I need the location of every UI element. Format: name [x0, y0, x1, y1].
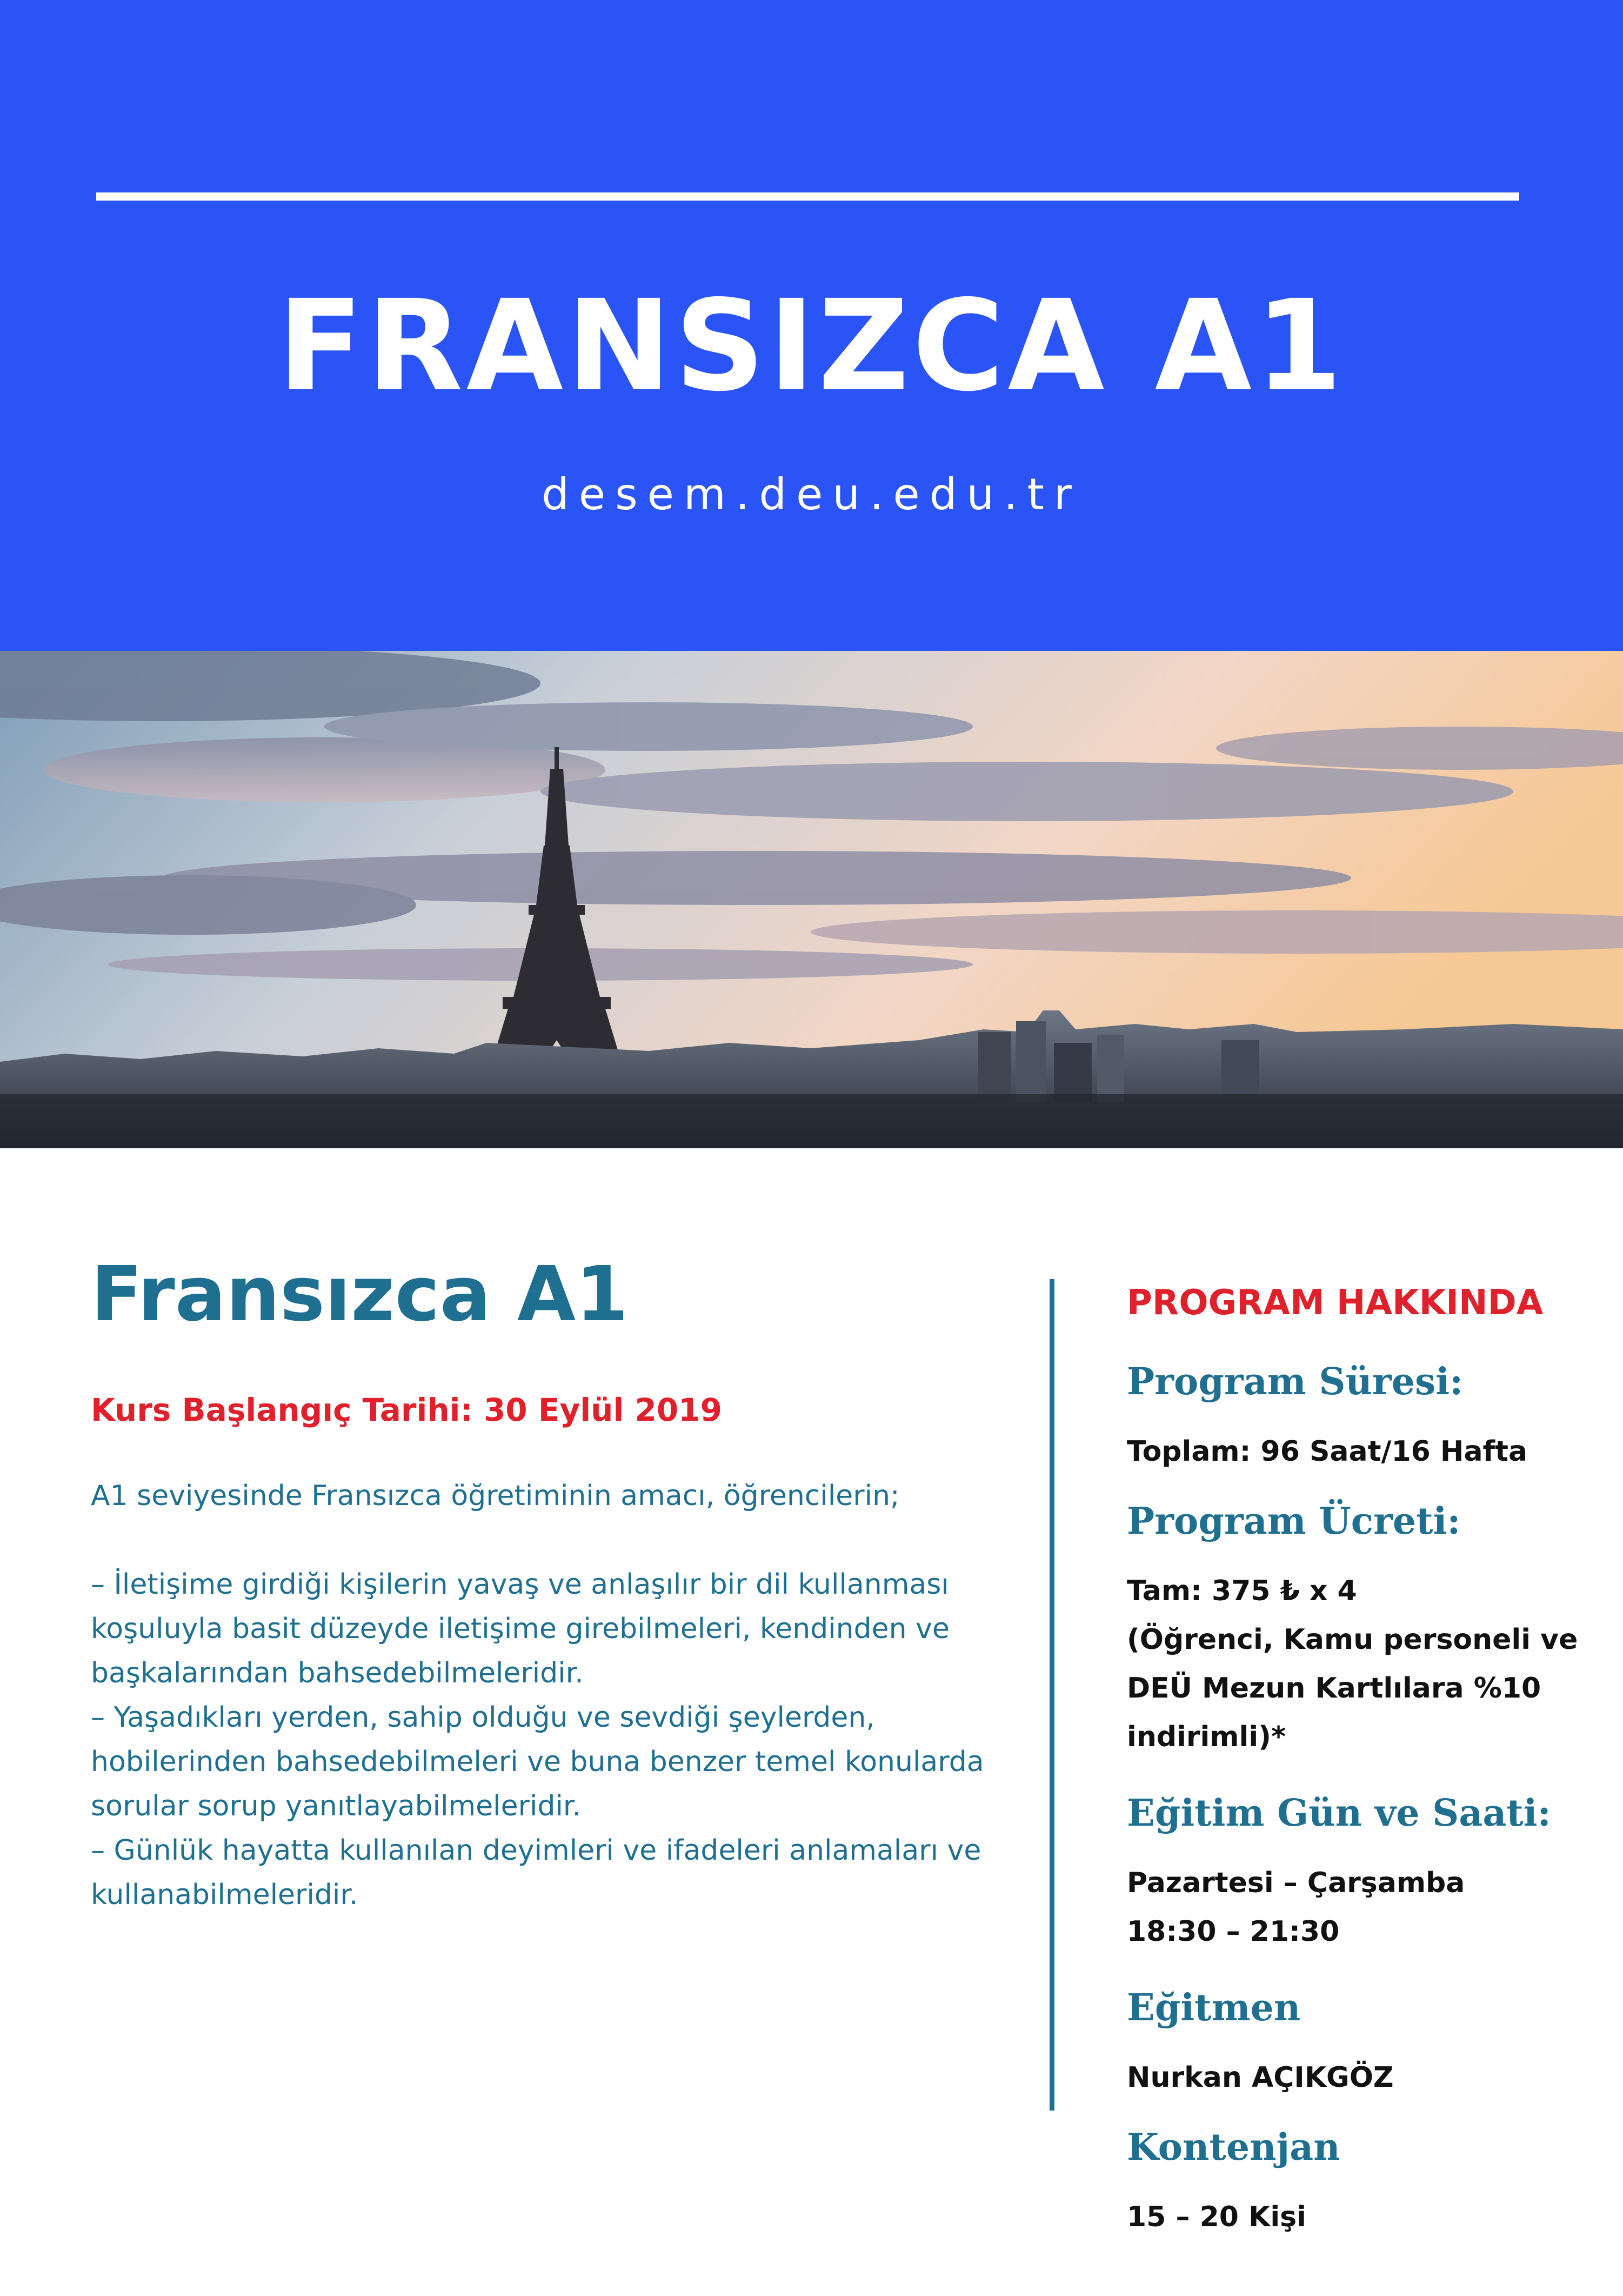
- course-description: [91, 1243, 1020, 1917]
- duration-value: Toplam: 96 Saat/16 Hafta: [1127, 1435, 1528, 1468]
- course-start-date: Kurs Başlangıç Tarihi: 30 Eylül 2019: [91, 1392, 722, 1428]
- fee-title: Program Ücreti:: [1127, 1500, 1461, 1543]
- course-goals: [91, 1562, 1020, 1917]
- paris-skyline-photo: [0, 651, 1623, 1148]
- capacity-title: Kontenjan: [1127, 2126, 1340, 2169]
- header-rule: [96, 192, 1519, 201]
- course-goal: – Yaşadıkları yerden, sahip olduğu ve sevdiği şeylerden, hobilerinden bahsedebilmeleri ve buna benzer temel konularda sorular sorup yanıtlayabilmeleridir.: [91, 1701, 984, 1822]
- course-intro: A1 seviyesinde Fransızca öğretiminin amacı, öğrencilerin;: [91, 1480, 900, 1512]
- header-banner: [0, 0, 1623, 651]
- duration-title: Program Süresi:: [1127, 1360, 1464, 1403]
- schedule-days: Pazartesi – Çarşamba: [1127, 1867, 1465, 1899]
- fee-line: (Öğrenci, Kamu personeli ve: [1127, 1623, 1578, 1656]
- instructor-title: Eğitmen: [1127, 1986, 1301, 2029]
- course-goal: – Günlük hayatta kullanılan deyimleri ve ifadeleri anlamaları ve kullanabilmeleridir.: [91, 1834, 981, 1911]
- schedule-title: Eğitim Gün ve Saati:: [1127, 1792, 1551, 1835]
- website-link[interactable]: desem.deu.edu.tr: [542, 469, 1081, 520]
- program-info: [1127, 1276, 1602, 2241]
- capacity-value: 15 – 20 Kişi: [1127, 2201, 1306, 2233]
- course-title: Fransızca A1: [91, 1250, 629, 1339]
- poster-title: FRANSIZCA A1: [277, 273, 1346, 419]
- fee-line: DEÜ Mezun Kartlılara %10: [1127, 1672, 1541, 1705]
- program-header: PROGRAM HAKKINDA: [1127, 1283, 1544, 1323]
- schedule-hours: 18:30 – 21:30: [1127, 1915, 1340, 1948]
- fee-line: indirimli)*: [1127, 1721, 1286, 1753]
- column-divider: [1050, 1279, 1054, 2111]
- instructor-name: Nurkan AÇIKGÖZ: [1127, 2061, 1394, 2094]
- course-goal: – İletişime girdiği kişilerin yavaş ve anlaşılır bir dil kullanması koşuluyla basit düzeyde iletişime girebilmeleri, kendinden ve başkalarından bahsedebilmeleridir.: [91, 1568, 950, 1689]
- fee-line: Tam: 375 ₺ x 4: [1127, 1575, 1357, 1607]
